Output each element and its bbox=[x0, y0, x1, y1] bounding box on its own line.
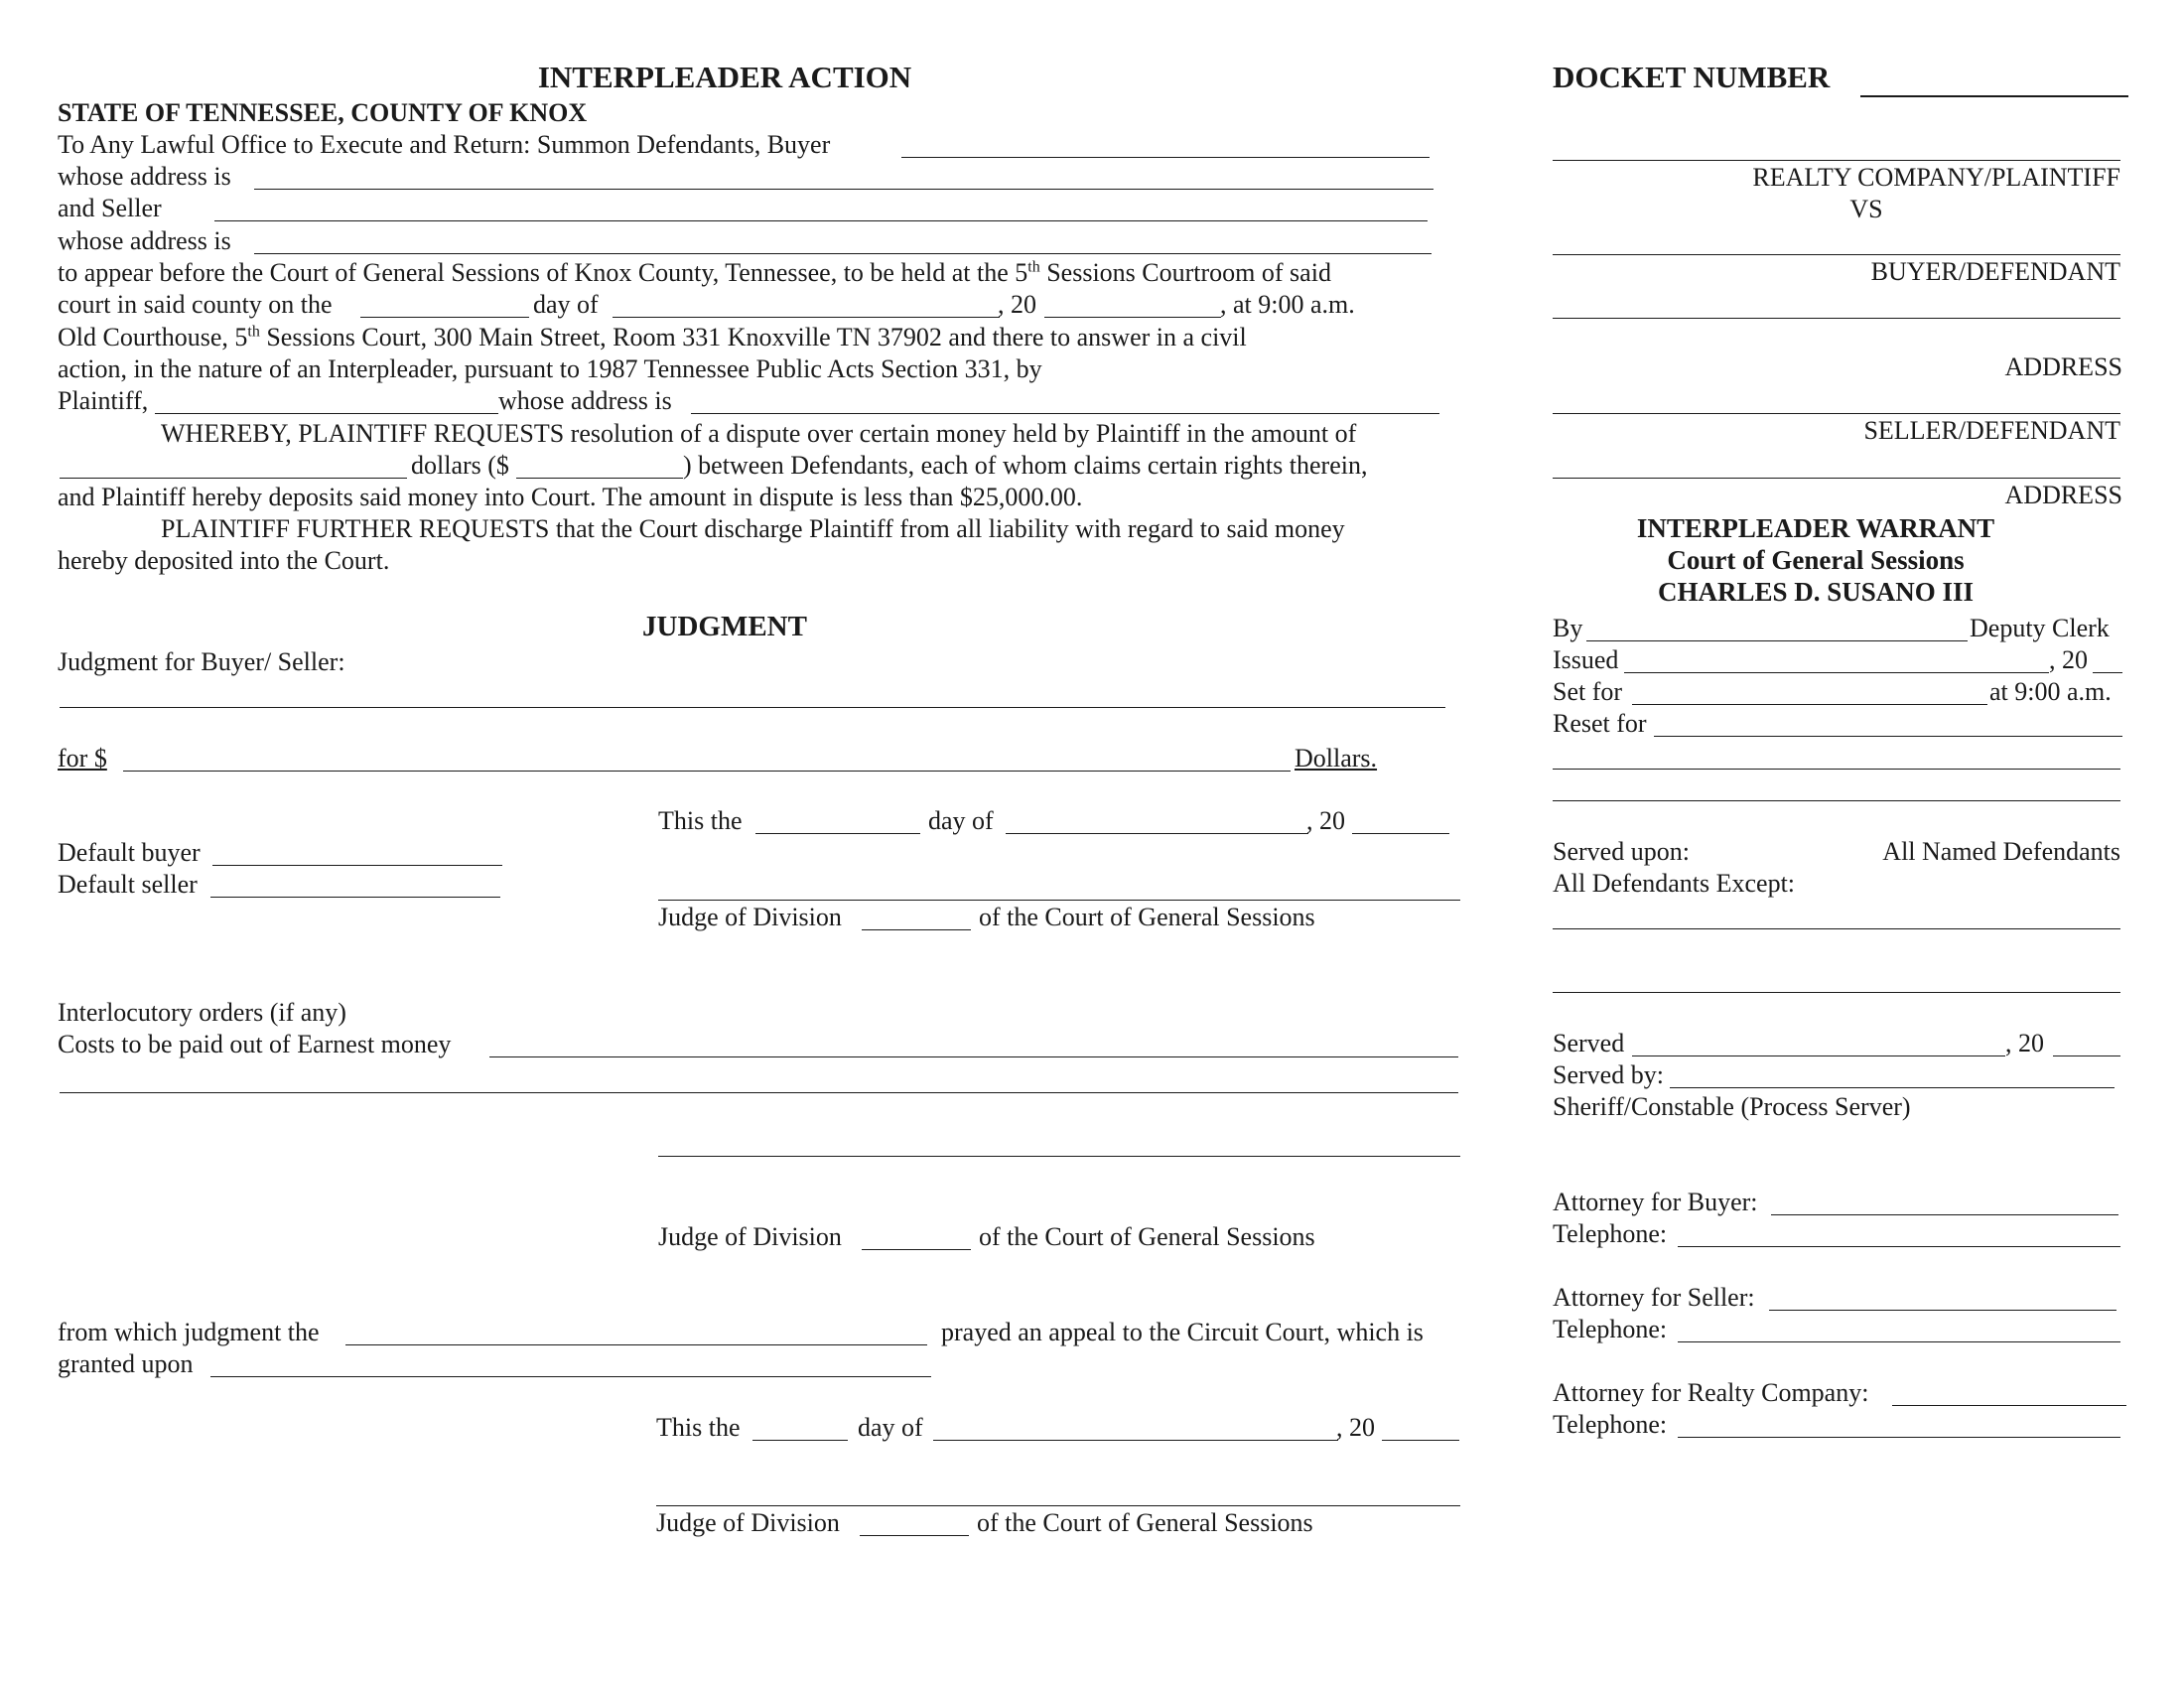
costs-field-2[interactable] bbox=[60, 1092, 1458, 1093]
vs-label: VS bbox=[1849, 195, 1883, 223]
default-buyer-label: Default buyer bbox=[58, 838, 201, 867]
default-seller-label: Default seller bbox=[58, 870, 198, 899]
set-for-field[interactable] bbox=[1632, 704, 1987, 705]
warrant-title: INTERPLEADER WARRANT bbox=[1636, 513, 1995, 543]
seller-defendant-caption: SELLER/DEFENDANT bbox=[1863, 416, 2120, 445]
all-except-label: All Defendants Except: bbox=[1553, 869, 1796, 898]
judge-division-label-3: Judge of Division bbox=[656, 1508, 840, 1537]
buyer-defendant-field[interactable] bbox=[1553, 254, 2120, 255]
year-label: , 20 bbox=[998, 290, 1036, 319]
attorney-buyer-field[interactable] bbox=[1771, 1214, 2118, 1215]
sheriff-label: Sheriff/Constable (Process Server) bbox=[1553, 1092, 1911, 1121]
except-field-1[interactable] bbox=[1553, 928, 2120, 929]
this-the-label: This the bbox=[658, 806, 743, 835]
appeal-year-field[interactable] bbox=[1382, 1440, 1459, 1441]
appeal-month-field[interactable] bbox=[933, 1440, 1338, 1441]
court-day-field[interactable] bbox=[360, 317, 529, 318]
division-field-3[interactable] bbox=[860, 1535, 969, 1536]
state-county-heading: STATE OF TENNESSEE, COUNTY OF KNOX bbox=[58, 98, 588, 127]
appeal-party-field[interactable] bbox=[345, 1344, 927, 1345]
buyer-name-field[interactable] bbox=[901, 157, 1430, 158]
court-name: Court of General Sessions bbox=[1667, 545, 1965, 575]
clerk-name: CHARLES D. SUSANO III bbox=[1657, 577, 1975, 607]
buyer-address-line-right[interactable] bbox=[1553, 318, 2120, 319]
prayed-appeal-label: prayed an appeal to the Circuit Court, which is bbox=[941, 1318, 1424, 1346]
judgment-day-field[interactable] bbox=[755, 833, 920, 834]
except-field-2[interactable] bbox=[1553, 992, 2120, 993]
division-field-1[interactable] bbox=[862, 929, 971, 930]
dollars-word: Dollars. bbox=[1295, 744, 1378, 773]
reset-for-line-3[interactable] bbox=[1553, 800, 2120, 801]
served-date-field[interactable] bbox=[1632, 1055, 2005, 1056]
of-court-label-1: of the Court of General Sessions bbox=[979, 903, 1315, 931]
deputy-clerk-field[interactable] bbox=[1586, 640, 1968, 641]
seller-defendant-field[interactable] bbox=[1553, 413, 2120, 414]
judge-signature-line-3[interactable] bbox=[656, 1505, 1460, 1506]
plaintiff-address-field[interactable] bbox=[691, 413, 1439, 414]
appear-sentence: to appear before the Court of General Sessions of Knox County, Tennessee, to be held at the 5th Sessions Courtroom of said bbox=[58, 258, 1331, 287]
issued-year-label: , 20 bbox=[2049, 645, 2088, 674]
interlocutory-label: Interlocutory orders (if any) bbox=[58, 998, 346, 1027]
plaintiff-label: Plaintiff, bbox=[58, 386, 149, 415]
deputy-clerk-label: Deputy Clerk bbox=[1970, 614, 2110, 642]
of-court-label-3: of the Court of General Sessions bbox=[977, 1508, 1313, 1537]
plaintiff-address-label: whose address is bbox=[498, 386, 672, 415]
judgment-amount-field[interactable] bbox=[123, 771, 1291, 772]
served-label: Served bbox=[1553, 1029, 1625, 1057]
attorney-seller-field[interactable] bbox=[1769, 1310, 2116, 1311]
set-for-time: at 9:00 a.m. bbox=[1989, 677, 2112, 706]
judge-division-label-2: Judge of Division bbox=[658, 1222, 842, 1251]
docket-number-field[interactable] bbox=[1860, 95, 2128, 97]
default-seller-field[interactable] bbox=[210, 897, 500, 898]
judgment-title: JUDGMENT bbox=[642, 611, 807, 642]
summons-label: To Any Lawful Office to Execute and Return: Summon Defendants, Buyer bbox=[58, 130, 831, 159]
realty-company-field[interactable] bbox=[1553, 160, 2120, 161]
set-for-label: Set for bbox=[1553, 677, 1623, 706]
between-label: ) between Defendants, each of whom claims certain rights therein, bbox=[683, 451, 1368, 480]
judgment-for-field[interactable] bbox=[60, 707, 1445, 708]
issued-label: Issued bbox=[1553, 645, 1619, 674]
seller-address-caption: ADDRESS bbox=[2004, 481, 2122, 509]
seller-address-field[interactable] bbox=[254, 253, 1432, 254]
costs-field-1[interactable] bbox=[489, 1056, 1458, 1057]
reset-for-line-2[interactable] bbox=[1553, 769, 2120, 770]
division-field-2[interactable] bbox=[862, 1249, 971, 1250]
served-by-field[interactable] bbox=[1670, 1087, 2115, 1088]
seller-telephone-field[interactable] bbox=[1678, 1341, 2120, 1342]
whereby-paragraph: WHEREBY, PLAINTIFF REQUESTS resolution of a dispute over certain money held by Plaintiff in the amount of bbox=[161, 419, 1357, 448]
appeal-from-label: from which judgment the bbox=[58, 1318, 320, 1346]
this-the-label-2: This the bbox=[656, 1413, 741, 1442]
attorney-seller-label: Attorney for Seller: bbox=[1553, 1283, 1755, 1312]
reset-for-field[interactable] bbox=[1654, 736, 2122, 737]
seller-label: and Seller bbox=[58, 194, 162, 222]
day-of-label-3: day of bbox=[858, 1413, 923, 1442]
reset-for-label: Reset for bbox=[1553, 709, 1647, 738]
dollars-label: dollars ($ bbox=[411, 451, 509, 480]
form-title: INTERPLEADER ACTION bbox=[537, 60, 912, 94]
year-label-2: , 20 bbox=[1306, 806, 1345, 835]
all-named-defendants: All Named Defendants bbox=[1882, 837, 2120, 866]
action-line: action, in the nature of an Interpleader, pursuant to 1987 Tennessee Public Acts Section 331, by bbox=[58, 354, 1042, 383]
issued-date-field[interactable] bbox=[1624, 672, 2049, 673]
seller-address-line-right[interactable] bbox=[1553, 478, 2120, 479]
amount-figures-field[interactable] bbox=[516, 478, 683, 479]
buyer-telephone-label: Telephone: bbox=[1553, 1219, 1668, 1248]
further-request: PLAINTIFF FURTHER REQUESTS that the Court discharge Plaintiff from all liability with regard to said money bbox=[161, 514, 1345, 543]
day-of-label-2: day of bbox=[928, 806, 994, 835]
attorney-buyer-label: Attorney for Buyer: bbox=[1553, 1188, 1758, 1216]
attorney-realty-label: Attorney for Realty Company: bbox=[1553, 1378, 1869, 1407]
further-request-cont: hereby deposited into the Court. bbox=[58, 546, 390, 575]
amount-words-field[interactable] bbox=[60, 478, 407, 479]
issued-year-field[interactable] bbox=[2093, 672, 2122, 673]
day-of-label: day of bbox=[533, 290, 599, 319]
buyer-defendant-caption: BUYER/DEFENDANT bbox=[1870, 257, 2120, 286]
seller-telephone-label: Telephone: bbox=[1553, 1315, 1668, 1343]
for-amount-label: for $ bbox=[58, 744, 107, 773]
docket-number-label: DOCKET NUMBER bbox=[1553, 60, 1831, 94]
judge-division-label-1: Judge of Division bbox=[658, 903, 842, 931]
judgment-year-field[interactable] bbox=[1352, 833, 1449, 834]
granted-upon-label: granted upon bbox=[58, 1349, 194, 1378]
realty-plaintiff-caption: REALTY COMPANY/PLAINTIFF bbox=[1752, 163, 2120, 192]
served-year-label: , 20 bbox=[2005, 1029, 2044, 1057]
seller-name-field[interactable] bbox=[214, 220, 1428, 221]
realty-telephone-label: Telephone: bbox=[1553, 1410, 1668, 1439]
time-label: , at 9:00 a.m. bbox=[1220, 290, 1355, 319]
costs-label: Costs to be paid out of Earnest money bbox=[58, 1030, 452, 1058]
served-upon-label: Served upon: bbox=[1553, 837, 1690, 866]
judge-signature-line-1[interactable] bbox=[658, 900, 1460, 901]
year-label-3: , 20 bbox=[1336, 1413, 1375, 1442]
default-buyer-field[interactable] bbox=[212, 865, 502, 866]
appeal-day-field[interactable] bbox=[752, 1440, 848, 1441]
plaintiff-name-field[interactable] bbox=[155, 413, 498, 414]
buyer-address-caption: ADDRESS bbox=[2004, 352, 2122, 381]
realty-telephone-field[interactable] bbox=[1678, 1437, 2120, 1438]
buyer-telephone-field[interactable] bbox=[1678, 1246, 2120, 1247]
served-year-field[interactable] bbox=[2053, 1055, 2120, 1056]
judge-signature-line-2[interactable] bbox=[658, 1156, 1460, 1157]
buyer-address-label: whose address is bbox=[58, 162, 231, 191]
attorney-realty-field[interactable] bbox=[1892, 1405, 2126, 1406]
court-month-field[interactable] bbox=[613, 317, 1000, 318]
judgment-month-field[interactable] bbox=[1006, 833, 1308, 834]
of-court-label-2: of the Court of General Sessions bbox=[979, 1222, 1315, 1251]
served-by-label: Served by: bbox=[1553, 1060, 1664, 1089]
judgment-for-label: Judgment for Buyer/ Seller: bbox=[58, 647, 345, 676]
by-label: By bbox=[1553, 614, 1583, 642]
court-county-label: court in said county on the bbox=[58, 290, 333, 319]
granted-upon-field[interactable] bbox=[210, 1376, 931, 1377]
courthouse-address: Old Courthouse, 5th Sessions Court, 300 Main Street, Room 331 Knoxville TN 37902 and there to answer in a civil bbox=[58, 323, 1247, 352]
buyer-address-field[interactable] bbox=[254, 189, 1433, 190]
deposit-line: and Plaintiff hereby deposits said money into Court. The amount in dispute is less than $25,000.00. bbox=[58, 483, 1083, 511]
seller-address-label: whose address is bbox=[58, 226, 231, 255]
court-year-field[interactable] bbox=[1044, 317, 1221, 318]
